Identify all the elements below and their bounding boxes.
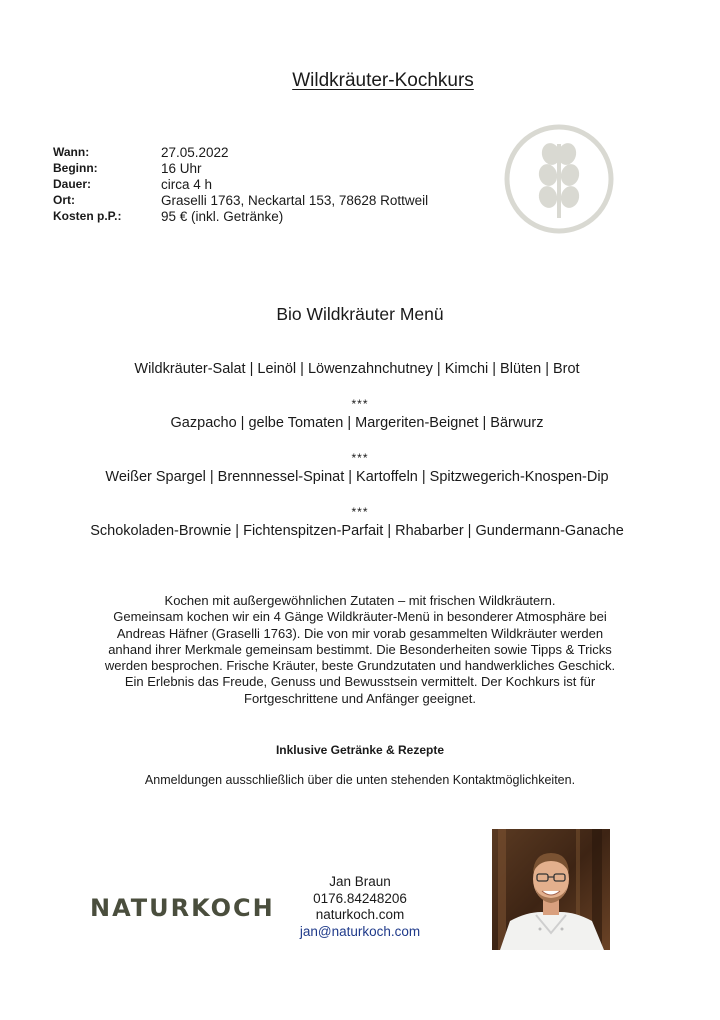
contact-email[interactable]: jan@naturkoch.com — [299, 923, 421, 939]
info-value-start: 16 Uhr — [161, 161, 202, 176]
menu-course-3: Weißer Spargel | Brennnessel-Spinat | Kartoffeln | Spitzwegerich-Knospen-Dip — [105, 469, 609, 485]
registration-note: Anmeldungen ausschließlich über die unten stehenden Kontaktmöglichkeiten. — [144, 773, 576, 787]
description-line: Kochen mit außergewöhnlichen Zutaten – mit frischen Wildkräutern. — [164, 593, 556, 608]
menu-separator: *** — [351, 397, 369, 411]
contact-name: Jan Braun — [329, 874, 391, 889]
info-value-cost: 95 € (inkl. Getränke) — [161, 209, 284, 224]
info-label-duration: Dauer: — [53, 177, 92, 191]
menu-course-1: Wildkräuter-Salat | Leinöl | Löwenzahnchutney | Kimchi | Blüten | Brot — [134, 361, 580, 377]
page-title: Wildkräuter-Kochkurs — [292, 70, 474, 91]
description-line: Fortgeschrittene und Anfänger geeignet. — [244, 690, 476, 706]
description-line: Gemeinsam kochen wir ein 4 Gänge Wildkräuter-Menü in besonderer Atmosphäre bei — [113, 609, 607, 625]
info-value-duration: circa 4 h — [161, 177, 213, 192]
info-label-when: Wann: — [53, 145, 90, 159]
description-line: Andreas Häfner (Graselli 1763). Die von mir vorab gesammelten Wildkräuter werden — [116, 625, 604, 641]
menu-course-4: Schokoladen-Brownie | Fichtenspitzen-Parfait | Rhabarber | Gundermann-Ganache — [90, 523, 624, 539]
info-label-cost: Kosten p.P.: — [53, 209, 122, 223]
info-label-location: Ort: — [53, 193, 75, 207]
description-line: werden besprochen. Frische Kräuter, beste Grundzutaten und handwerkliches Geschick. — [104, 658, 616, 674]
contact-website[interactable]: naturkoch.com — [315, 907, 405, 922]
chef-portrait — [492, 829, 610, 950]
menu-title: Bio Wildkräuter Menü — [276, 304, 444, 324]
description-line: Ein Erlebnis das Freude, Genuss und Bewusstsein vermittelt. Der Kochkurs ist für — [124, 674, 596, 690]
menu-separator: *** — [351, 505, 369, 519]
naturkoch-logo: NATURKOCH — [90, 894, 275, 922]
description-line: anhand ihrer Merkmale gemeinsam bestimmt. Die Besonderheiten sowie Tipps & Tricks — [108, 641, 612, 657]
contact-block — [272, 874, 448, 940]
info-value-location: Graselli 1763, Neckartal 153, 78628 Rottweil — [161, 193, 429, 208]
menu-course-2: Gazpacho | gelbe Tomaten | Margeriten-Beignet | Bärwurz — [170, 415, 544, 431]
wheat-circle-icon — [502, 122, 616, 236]
contact-phone: 0176.84248206 — [313, 890, 407, 906]
inclusive-note: Inklusive Getränke & Rezepte — [275, 743, 445, 757]
info-value-when: 27.05.2022 — [161, 145, 229, 160]
course-description — [60, 593, 660, 707]
menu-separator: *** — [351, 451, 369, 465]
info-label-start: Beginn: — [53, 161, 98, 175]
